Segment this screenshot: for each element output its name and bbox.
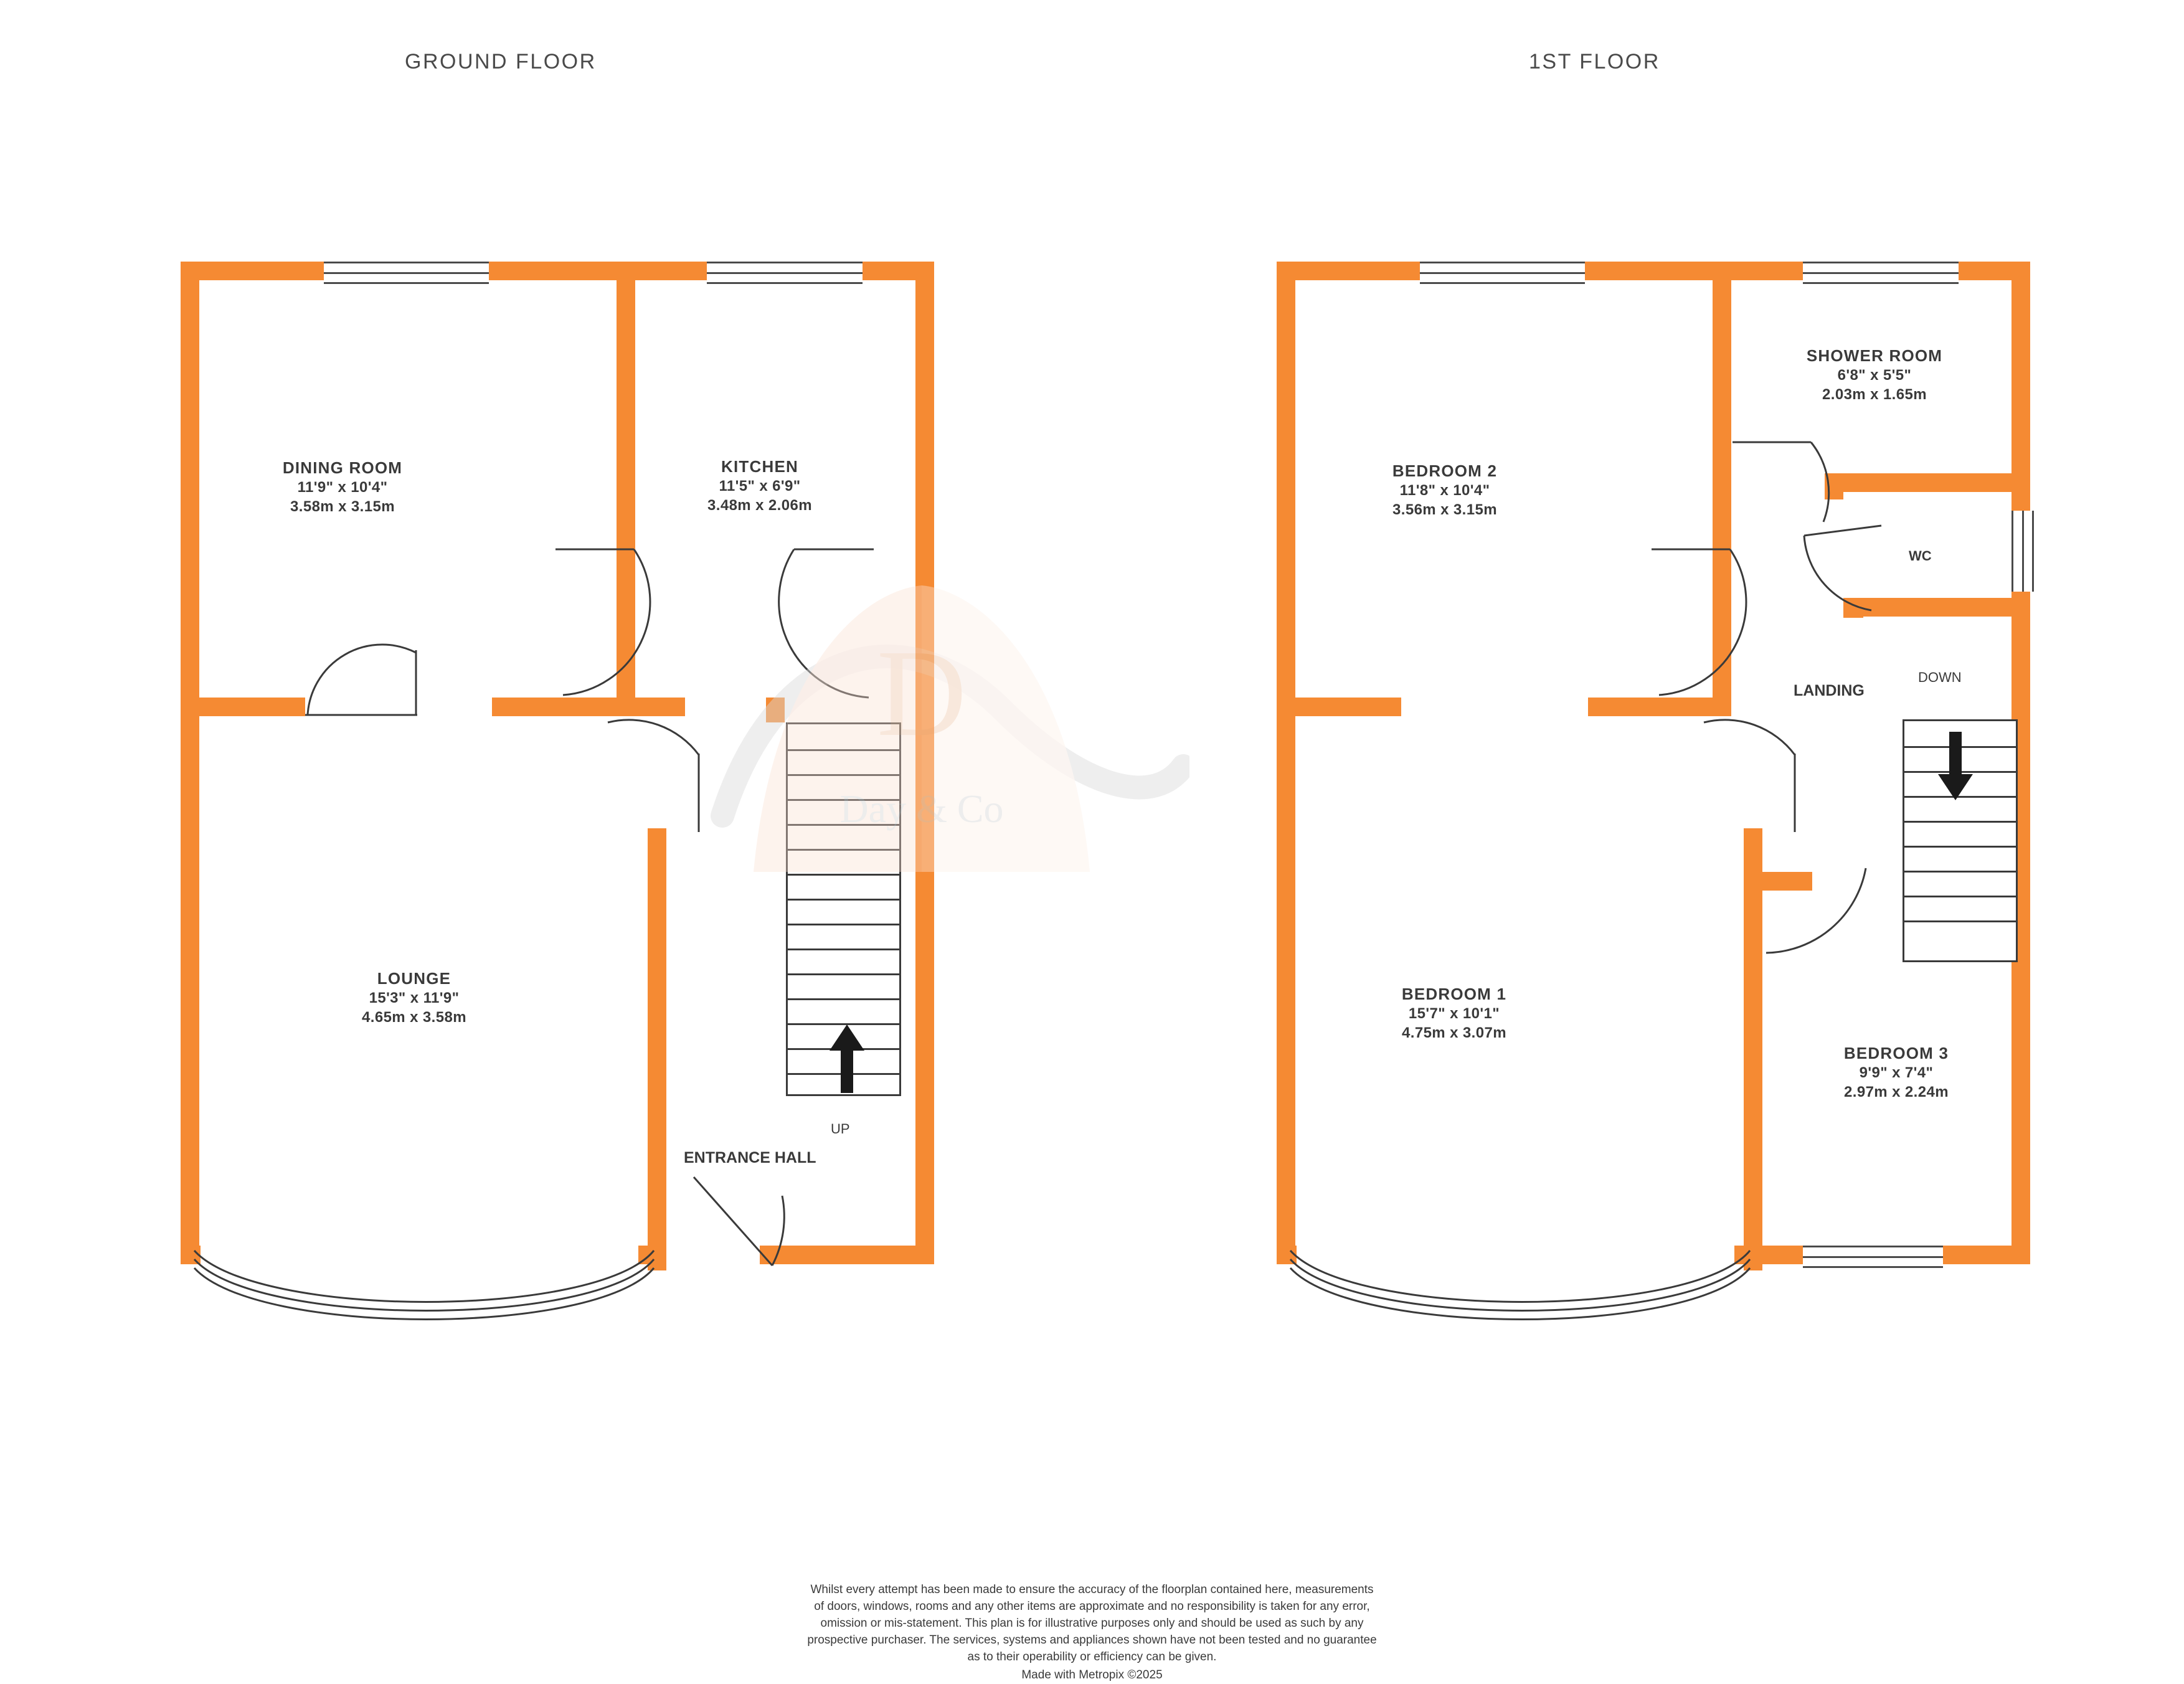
window-bedroom3 (1803, 1246, 1943, 1268)
ground-floor-title: GROUND FLOOR (405, 50, 597, 73)
disclaimer-line-3: omission or mis-statement. This plan is for illustrative purposes only and should be used as such by any (820, 1616, 1364, 1630)
wall-first-bottom-b (1943, 1246, 2030, 1264)
wall-bedroom2-left (1277, 262, 1295, 698)
wall-shower-bottom (1825, 473, 2030, 492)
room-dim-metric: 3.58m x 3.15m (290, 498, 395, 515)
door-dining-hall (554, 548, 645, 704)
room-name: KITCHEN (721, 457, 798, 476)
room-dim-imperial: 11'8" x 10'4" (1399, 482, 1490, 499)
watermark-letter: D (876, 625, 967, 762)
wall-kitchen-right (915, 262, 934, 654)
stairs-down-arrow (1937, 732, 1974, 800)
room-label-kitchen (635, 456, 884, 516)
room-dim-imperial: 9'9" x 7'4" (1859, 1064, 1934, 1082)
door-kitchen (782, 548, 875, 704)
window-dining-front (324, 262, 489, 284)
door-wc (1797, 523, 1884, 617)
disclaimer (0, 1582, 2184, 1684)
disclaimer-line-1: Whilst every attempt has been made to ensure the accuracy of the floorplan contained here, measurements (810, 1583, 1374, 1596)
disclaimer-line-4: prospective purchaser. The services, systems and appliances shown have not been tested and no guarantee (807, 1633, 1377, 1647)
wall-dining-bottom-a (181, 698, 305, 716)
wc-label: WC (1909, 548, 1932, 564)
window-kitchen-front (707, 262, 863, 284)
room-dim-imperial: 15'3" x 11'9" (369, 990, 460, 1007)
wall-ground-top-mid (489, 262, 707, 280)
watermark-logo (704, 548, 1189, 897)
door-lounge (592, 716, 701, 835)
room-dim-metric: 3.56m x 3.15m (1392, 501, 1497, 518)
room-dim-imperial: 15'7" x 10'1" (1408, 1005, 1500, 1023)
window-wc (2011, 511, 2034, 592)
made-with-metropix: Made with Metropix ©2025 (1021, 1668, 1163, 1682)
room-dim-imperial: 6'8" x 5'5" (1837, 367, 1912, 384)
room-label-bedroom-2 (1320, 461, 1569, 520)
room-dim-imperial: 11'9" x 10'4" (297, 479, 388, 496)
wall-lounge-hall (648, 828, 666, 1270)
wall-lounge-left (181, 698, 199, 1264)
disclaimer-line-5: as to their operability or efficiency can be given. (967, 1650, 1217, 1663)
door-bedroom3 (1756, 859, 1868, 959)
entrance-hall-label: ENTRANCE HALL (684, 1149, 816, 1166)
window-shower-front (1803, 262, 1959, 284)
room-name: SHOWER ROOM (1806, 346, 1943, 365)
wall-first-top-left (1277, 262, 1420, 280)
room-label-dining-room (218, 458, 467, 517)
wall-bedroom1-left (1277, 698, 1295, 1264)
wall-dining-left (181, 262, 199, 698)
landing-label: LANDING (1794, 682, 1865, 699)
room-dim-imperial: 11'5" x 6'9" (719, 478, 801, 495)
room-dim-metric: 4.65m x 3.58m (362, 1008, 466, 1026)
stairs-up-arrow (828, 1024, 866, 1093)
room-name: BEDROOM 2 (1392, 461, 1498, 480)
room-label-bedroom-3 (1772, 1043, 2021, 1102)
room-name: DINING ROOM (282, 458, 403, 477)
window-bedroom2-front (1420, 262, 1585, 284)
wall-first-top-mid (1585, 262, 1803, 280)
door-shower-room (1731, 436, 1831, 529)
room-label-lounge (290, 968, 539, 1028)
room-dim-metric: 4.75m x 3.07m (1402, 1024, 1506, 1041)
stairs-down-label: DOWN (1918, 669, 1962, 685)
first-floor-title: 1ST FLOOR (1529, 50, 1660, 73)
bay-window-bedroom1 (1277, 1246, 1769, 1333)
room-name: BEDROOM 3 (1843, 1044, 1949, 1062)
bay-window-lounge (181, 1246, 673, 1333)
room-name: LOUNGE (377, 969, 451, 988)
room-dim-metric: 2.97m x 2.24m (1844, 1083, 1949, 1100)
watermark-text: Day & Co (839, 787, 1004, 831)
door-dining (305, 648, 417, 726)
wall-ground-top-left (181, 262, 324, 280)
door-entrance (685, 1171, 785, 1270)
disclaimer-line-2: of doors, windows, rooms and any other items are approximate and no responsibility is taken for any error, (814, 1599, 1370, 1613)
wall-hall-bottom (760, 1246, 934, 1264)
room-name: BEDROOM 1 (1401, 985, 1507, 1003)
room-dim-metric: 2.03m x 1.65m (1822, 386, 1927, 403)
wall-hall-right (915, 654, 934, 1264)
room-label-bedroom-1 (1330, 984, 1579, 1043)
door-bedroom2 (1650, 548, 1741, 704)
room-label-shower-room (1744, 346, 2005, 405)
door-bedroom1 (1688, 716, 1797, 835)
room-dim-metric: 3.48m x 2.06m (707, 496, 812, 514)
wall-bedroom2-bottom-a (1277, 698, 1401, 716)
stairs-up-label: UP (831, 1121, 850, 1137)
